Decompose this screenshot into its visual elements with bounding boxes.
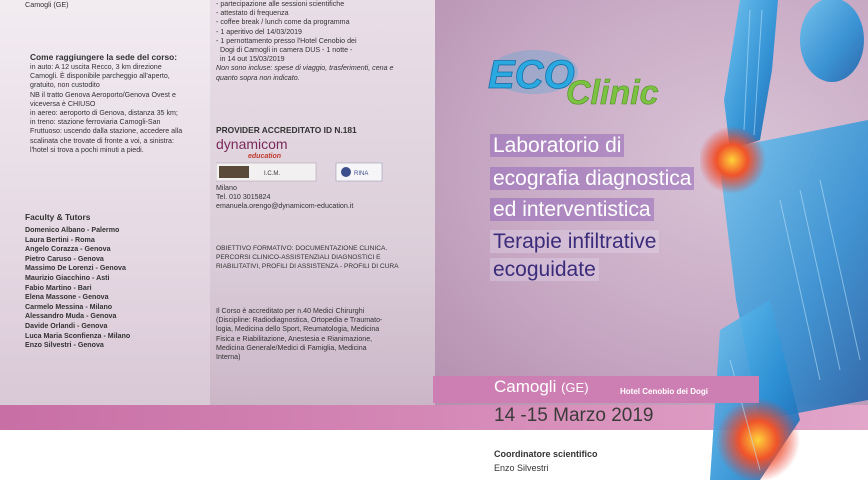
location-province: (GE) bbox=[561, 380, 589, 395]
faculty-item: Maurizio Giacchino - Asti bbox=[25, 273, 110, 282]
course-subtitle-line: Terapie infiltrative bbox=[490, 230, 659, 254]
accreditation-line: Medicina Generale/Medici di Famiglia, Medicina bbox=[216, 343, 367, 352]
course-title-line: Laboratorio di bbox=[490, 134, 624, 158]
objective-block bbox=[216, 244, 426, 272]
accreditation-line: Interna) bbox=[216, 353, 241, 362]
faculty-item: Luca Maria Sconfienza - Milano bbox=[25, 331, 131, 340]
education-logo-text: education bbox=[248, 153, 282, 160]
fee-line: - 1 aperitivo del 14/03/2019 bbox=[216, 27, 302, 36]
logo-eco-text: ECO bbox=[488, 53, 575, 97]
coordinator-label: Coordinatore scientifico bbox=[494, 449, 598, 459]
logo-clinic-text: Clinic bbox=[566, 74, 659, 112]
directions-heading: Come raggiungere la sede del corso: bbox=[30, 52, 178, 62]
fee-line: - coffee break / lunch come da programma bbox=[216, 18, 350, 27]
directions-line: Fruttuoso: uscendo dalla stazione, accedere alla bbox=[30, 127, 183, 136]
directions-line: in aereo: aeroporto di Genova, distanza 35 km; bbox=[30, 109, 178, 118]
rina-badge-text: RINA bbox=[354, 171, 369, 177]
objective-line: OBIETTIVO FORMATIVO: DOCUMENTAZIONE CLINICA. bbox=[216, 245, 388, 252]
faculty-item: Davide Orlandi - Genova bbox=[25, 321, 108, 330]
faculty-item: Fabio Martino - Bari bbox=[25, 283, 92, 292]
accreditation-line: (Discipline: Radiodiagnostica, Ortopedia e Traumato- bbox=[216, 316, 383, 325]
left-top-text: Camogli (GE) bbox=[25, 0, 69, 9]
provider-contact-block bbox=[216, 184, 426, 212]
faculty-item: Angelo Corazza - Genova bbox=[25, 245, 111, 254]
event-date: 14 -15 Marzo 2019 bbox=[494, 405, 654, 426]
ecoclinic-logo bbox=[488, 46, 668, 112]
faculty-item: Massimo De Lorenzi - Genova bbox=[25, 264, 126, 273]
directions-line: NB il tratto Genova Aeroporto/Genova Ovest e bbox=[30, 90, 176, 99]
faculty-item: Enzo Silvestri - Genova bbox=[25, 341, 104, 350]
icm-badge-text: I.C.M. bbox=[264, 171, 280, 177]
faculty-heading: Faculty & Tutors bbox=[25, 212, 91, 222]
provider-heading: PROVIDER ACCREDITATO ID N.181 bbox=[216, 125, 357, 135]
fee-line: - partecipazione alle sessioni scientifiche bbox=[216, 0, 345, 8]
accreditation-line: Il Corso è accreditato per n.40 Medici Chirurghi bbox=[216, 307, 365, 315]
accreditation-block bbox=[216, 307, 426, 362]
provider-logos bbox=[216, 135, 386, 183]
faculty-item: Elena Massone - Genova bbox=[25, 293, 109, 302]
faculty-item: Laura Bertini - Roma bbox=[25, 235, 95, 244]
objective-line: RIABILITATIVI, PROFILI DI ASSISTENZA - PROFILI DI CURA bbox=[216, 263, 399, 271]
faculty-list bbox=[25, 226, 130, 351]
coordinator-name: Enzo Silvestri bbox=[494, 463, 549, 473]
course-title-line: ed interventistica bbox=[490, 198, 654, 222]
contact-email[interactable]: emanuela.orengo@dynamicom-education.it bbox=[216, 202, 354, 211]
contact-line: Tel. 010 3015824 bbox=[216, 193, 271, 202]
directions-line: scalinata che trovate di fronte a voi, a sinistra: bbox=[30, 136, 174, 145]
location-hotel: Hotel Cenobio dei Dogi bbox=[620, 387, 708, 396]
fee-line: Dogi di Camogli in camera DUS - 1 notte - bbox=[216, 46, 353, 55]
dynamicom-logo-text: dynamicom bbox=[216, 136, 288, 152]
course-subtitle-line: ecoguidate bbox=[490, 258, 599, 282]
fee-line: in 14 out 15/03/2019 bbox=[216, 55, 285, 64]
faculty-item: Pietro Caruso - Genova bbox=[25, 254, 104, 263]
fee-includes-block bbox=[216, 0, 426, 83]
faculty-item: Carmelo Messina - Milano bbox=[25, 302, 113, 311]
fee-line: - 1 pernottamento presso l'Hotel Cenobio dei bbox=[216, 36, 357, 45]
accreditation-line: logia, Medicina dello Sport, Reumatologia, Medicina bbox=[216, 325, 380, 334]
faculty-item: Domenico Albano - Palermo bbox=[25, 226, 120, 234]
fee-note-line: quanto sopra non indicato. bbox=[216, 73, 300, 82]
directions-line: viceversa è CHIUSO bbox=[30, 99, 96, 108]
fee-line: - attestato di frequenza bbox=[216, 9, 289, 18]
faculty-item: Alessandro Muda - Genova bbox=[25, 312, 117, 321]
directions-line: gratuito, non custodito bbox=[30, 81, 100, 90]
directions-line: Camogli. È disponibile parcheggio all'aperto, bbox=[30, 72, 170, 81]
objective-line: PERCORSI CLINICO-ASSISTENZIALI DIAGNOSTICI E bbox=[216, 254, 381, 262]
directions-line: l'hotel si trova a pochi minuti a piedi. bbox=[30, 145, 144, 154]
directions-block bbox=[30, 63, 198, 155]
anatomy-figure-image bbox=[700, 0, 868, 480]
directions-line: in treno: stazione ferroviaria Camogli-San bbox=[30, 118, 161, 127]
directions-line: in auto: A 12 uscita Recco, 3 km direzione bbox=[30, 63, 162, 71]
location-city: Camogli (GE) bbox=[494, 377, 589, 396]
accreditation-line: Fisica e Riabilitazione, Anestesia e Rianimazione, bbox=[216, 334, 373, 343]
contact-line: Milano bbox=[216, 184, 237, 192]
fee-note-line: Non sono incluse: spese di viaggio, trasferimenti, cena e bbox=[216, 64, 394, 73]
location-bar bbox=[433, 376, 759, 403]
course-title-line: ecografia diagnostica bbox=[490, 167, 694, 191]
